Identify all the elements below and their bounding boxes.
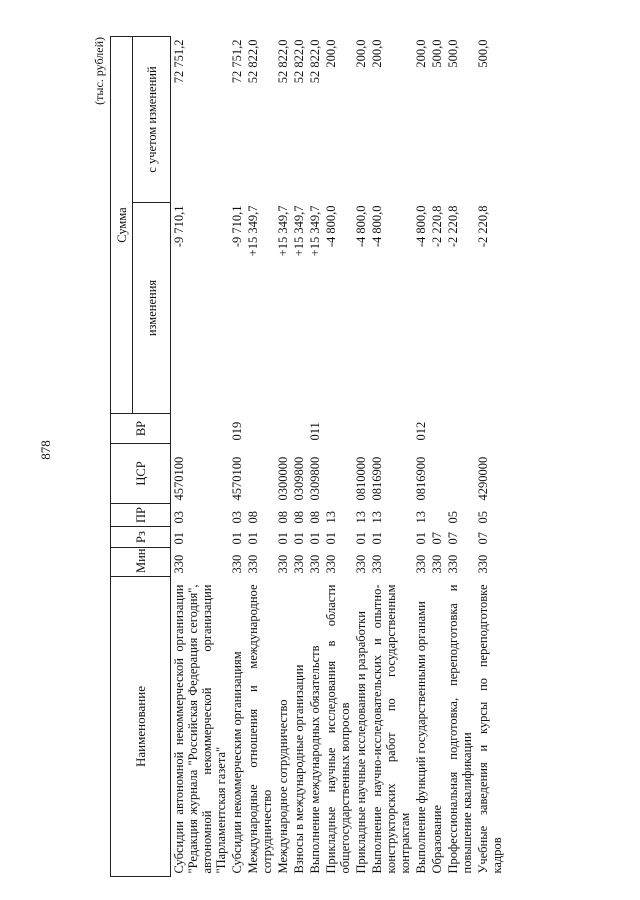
cell-total: 52 822,0 <box>308 39 322 84</box>
cell-pr: 13 <box>370 511 384 524</box>
cell-pr: 08 <box>292 511 306 524</box>
cell-name: Взносы в международные организации <box>292 664 306 874</box>
table-row <box>171 37 230 877</box>
cell-change: +15 349,7 <box>276 205 290 257</box>
cell-min: 330 <box>430 554 444 574</box>
cell-pr: 13 <box>324 511 338 524</box>
header-sum: Сумма <box>111 37 133 414</box>
cell-min: 330 <box>230 554 244 574</box>
cell-vr <box>171 414 230 444</box>
cell-rz: 01 <box>230 532 244 545</box>
page-number: 878 <box>38 440 53 460</box>
table-row <box>229 37 245 877</box>
cell-change: +15 349,7 <box>246 205 260 257</box>
cell-total: 200,0 <box>354 39 368 68</box>
header-with-changes: с учетом изменений <box>133 37 171 203</box>
cell-pr: 13 <box>414 511 428 524</box>
cell-csr <box>445 444 475 504</box>
cell-rz: 07 <box>446 532 460 545</box>
cell-change: -9 710,1 <box>172 205 186 248</box>
header-name: Наименование <box>111 577 171 877</box>
cell-vr <box>275 414 291 444</box>
cell-rz: 01 <box>354 532 368 545</box>
header-vr: ВР <box>111 414 171 444</box>
cell-vr <box>429 414 445 444</box>
cell-total: 500,0 <box>430 39 444 68</box>
cell-vr: 011 <box>308 422 322 441</box>
cell-total: 200,0 <box>414 39 428 68</box>
cell-total: 52 822,0 <box>292 39 306 84</box>
header-csr: ЦСР <box>111 444 171 504</box>
cell-rz: 01 <box>276 532 290 545</box>
cell-vr <box>369 414 413 444</box>
cell-rz: 01 <box>414 532 428 545</box>
cell-rz: 01 <box>370 532 384 545</box>
cell-vr <box>245 414 275 444</box>
cell-min: 330 <box>172 554 186 574</box>
cell-csr: 4570100 <box>172 456 186 501</box>
cell-min: 330 <box>246 554 260 574</box>
budget-table <box>110 36 505 877</box>
cell-rz: 07 <box>430 532 444 545</box>
header-min: Мин <box>111 548 171 577</box>
cell-total: 72 751,2 <box>172 39 186 84</box>
cell-rz: 01 <box>308 532 322 545</box>
cell-name: Субсидии автономной некоммерческой организации "Редакция журнала "Российская Федерация сегодня", автономной некоммерческой организации "Парламентская газета" <box>172 584 228 874</box>
table-row <box>275 37 291 877</box>
cell-vr: 012 <box>414 421 428 441</box>
cell-name: Выполнение функций государственными органами <box>414 601 428 874</box>
table-row <box>291 37 307 877</box>
table-row <box>369 37 413 877</box>
units-note: (тыс. рублей) <box>92 37 106 105</box>
cell-min: 330 <box>414 554 428 574</box>
cell-pr: 08 <box>276 511 290 524</box>
table-body <box>171 37 506 877</box>
cell-csr <box>245 444 275 504</box>
cell-pr: 05 <box>446 511 460 524</box>
cell-name: Международные отношения и международное сотрудничество <box>246 584 274 874</box>
rotated-page-content <box>90 37 570 877</box>
table-row <box>245 37 275 877</box>
cell-pr: 08 <box>246 511 260 524</box>
cell-min: 330 <box>446 554 460 574</box>
cell-name: Международное сотрудничество <box>276 699 290 874</box>
table-row <box>307 37 323 877</box>
cell-csr <box>323 444 353 504</box>
cell-name: Профессиональная подготовка, переподготовка и повышение квалификации <box>446 584 474 874</box>
cell-min: 330 <box>292 554 306 574</box>
cell-vr <box>323 414 353 444</box>
cell-vr: 019 <box>230 421 244 441</box>
cell-rz: 01 <box>324 532 338 545</box>
cell-change: -4 800,0 <box>324 205 338 248</box>
cell-total: 52 822,0 <box>246 39 260 84</box>
cell-min: 330 <box>324 554 338 574</box>
cell-csr: 0300000 <box>276 456 290 501</box>
cell-total: 500,0 <box>476 39 490 68</box>
cell-change: -2 220,8 <box>446 205 460 248</box>
cell-total: 200,0 <box>324 39 338 68</box>
table-row <box>445 37 475 877</box>
cell-csr: 0816900 <box>414 456 428 501</box>
cell-rz: 07 <box>476 532 490 545</box>
cell-min: 330 <box>308 554 322 574</box>
cell-change: +15 349,7 <box>308 205 322 257</box>
table-row <box>323 37 353 877</box>
cell-pr: 03 <box>172 511 186 524</box>
header-rz: Рз <box>111 527 171 548</box>
cell-vr <box>475 414 505 444</box>
cell-name: Прикладные научные исследования в области общегосударственных вопросов <box>324 584 352 874</box>
cell-pr <box>429 504 445 527</box>
cell-pr: 13 <box>354 511 368 524</box>
cell-name: Выполнение международных обязательств <box>308 645 322 874</box>
cell-total: 500,0 <box>446 39 460 68</box>
cell-total: 52 822,0 <box>276 39 290 84</box>
cell-pr: 03 <box>230 511 244 524</box>
cell-change: -2 220,8 <box>430 205 444 248</box>
cell-change: +15 349,7 <box>292 205 306 257</box>
table-row <box>353 37 369 877</box>
cell-csr: 0309800 <box>292 456 306 501</box>
cell-total: 72 751,2 <box>230 39 244 84</box>
cell-rz: 01 <box>292 532 306 545</box>
cell-change: -4 800,0 <box>370 205 384 248</box>
table-row <box>429 37 445 877</box>
cell-rz: 01 <box>246 532 260 545</box>
cell-csr: 0816900 <box>370 456 384 501</box>
header-pr: ПР <box>111 504 171 527</box>
cell-pr: 05 <box>476 511 490 524</box>
cell-csr <box>429 444 445 504</box>
cell-name: Образование <box>430 804 444 874</box>
cell-pr: 08 <box>308 511 322 524</box>
cell-csr: 0309800 <box>308 456 322 501</box>
cell-name: Прикладные научные исследования и разработки <box>354 611 368 874</box>
cell-rz: 01 <box>172 532 186 545</box>
cell-csr: 0810000 <box>354 456 368 501</box>
cell-change: -9 710,1 <box>230 205 244 248</box>
cell-change: -4 800,0 <box>354 205 368 248</box>
table-row <box>475 37 505 877</box>
cell-csr: 4290000 <box>476 456 490 501</box>
cell-min: 330 <box>370 554 384 574</box>
cell-name: Субсидии некоммерческим организациям <box>230 651 244 874</box>
cell-vr <box>445 414 475 444</box>
header-changes: изменения <box>133 203 171 414</box>
cell-total: 200,0 <box>370 39 384 68</box>
table-row <box>413 37 429 877</box>
cell-min: 330 <box>276 554 290 574</box>
cell-name: Выполнение научно-исследовательских и опытно-конструкторских работ по государственным контрактам <box>370 584 412 874</box>
cell-csr: 4570100 <box>230 456 244 501</box>
cell-vr <box>353 414 369 444</box>
cell-change: -2 220,8 <box>476 205 490 248</box>
cell-min: 330 <box>476 554 490 574</box>
cell-min: 330 <box>354 554 368 574</box>
cell-name: Учебные заведения и курсы по переподготовке кадров <box>476 584 504 874</box>
cell-change: -4 800,0 <box>414 205 428 248</box>
cell-vr <box>291 414 307 444</box>
